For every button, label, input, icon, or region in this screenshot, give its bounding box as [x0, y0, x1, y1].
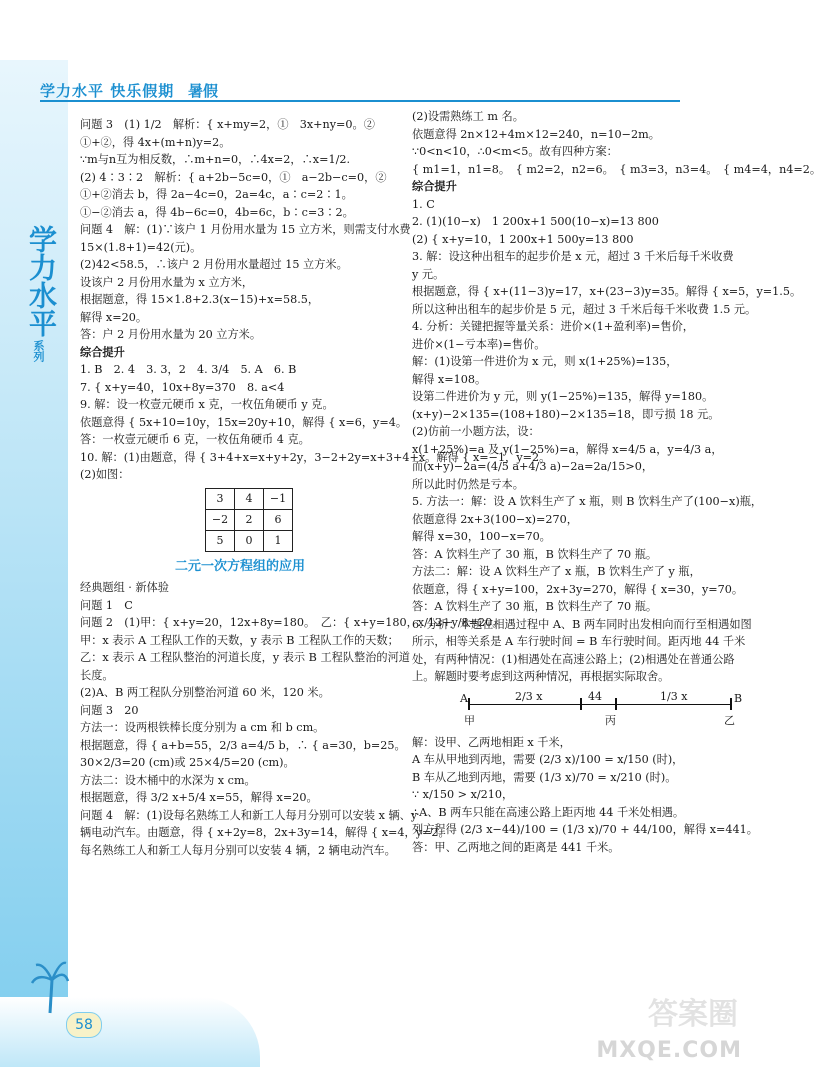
label-seg1: 2/3 x [515, 689, 543, 703]
answer-line: x(1+25%)=a 及 y(1−25%)=a，解得 x=4/5 a，y=4/3 a， [412, 442, 723, 456]
header-divider [40, 100, 680, 102]
answer-line: 方法二：设木桶中的水深为 x cm。 [80, 773, 256, 787]
answer-line: 根据题意，得 15×1.8+2.3(x−15)+x=58.5， [80, 293, 320, 306]
header-title: 学力水平 快乐假期 [40, 82, 175, 100]
section-subheading-right: 综合提升 [412, 180, 457, 193]
grid-cell: 1 [264, 530, 293, 551]
grid-row [206, 530, 293, 551]
answer-line: 解得 x=20。 [80, 310, 148, 324]
tick-1 [580, 698, 582, 710]
answer-line: 9. 解：设一枚壹元硬币 x 克，一枚伍角硬币 y 克。 [80, 398, 334, 411]
answer-line: ①+②，得 4x+(m+n)y=2。 [80, 135, 231, 149]
answer-line: 30×2/3=20 (cm)或 25×4/5=20 (cm)。 [80, 756, 295, 769]
right-answers-3 [412, 734, 758, 857]
answer-line: 10. 解：(1)由题意，得 { 3+4+x=x+y+2y，3−2+2y=x+3+4+x。解得 { x=−1，y=2。 [80, 450, 551, 464]
answer-line: 乙：x 表示 A 工程队整治的河道长度，y 表示 B 工程队整治的河道 [80, 651, 410, 664]
answer-line: (2)设需熟练工 m 名。 [412, 110, 524, 123]
answer-line: 设第二件进价为 y 元，则 y(1−25%)=135，解得 y=180。 [412, 390, 714, 403]
grid-cell: −1 [264, 488, 293, 509]
answer-line: 列方程得 (2/3 x−44)/100 = (1/3 x)/70 + 44/100，解得 x=441。 [412, 823, 758, 836]
answer-line: 答：A 饮料生产了 30 瓶，B 饮料生产了 70 瓶。 [412, 547, 658, 561]
answer-line: 依题意得 2x+3(100−x)=270， [412, 512, 578, 526]
answer-line: 问题 3 (1) 1/2 解析：{ x+my=2，① 3x+ny=0。② [80, 118, 375, 131]
answer-line: 所以此时仍然是亏本。 [412, 477, 524, 491]
grid-cell: 6 [264, 509, 293, 530]
grid-cell: 4 [235, 488, 264, 509]
answer-line: (2) 4∶3∶2 解析：{ a+2b−5c=0，① a−2b−c=0，② [80, 170, 387, 184]
answer-line: 方法一：设两根铁棒长度分别为 a cm 和 b cm。 [80, 721, 325, 734]
answer-line: (2)仿前一小题方法，设： [412, 425, 540, 438]
answer-line: (2)A、B 两工程队分别整治河道 60 米，120 米。 [80, 686, 330, 699]
answer-line: 方法二：解：设 A 饮料生产了 x 瓶，B 饮料生产了 y 瓶， [412, 565, 701, 578]
grid-cell: 2 [235, 509, 264, 530]
answer-line: 6. 分析：本题在相遇过程中 A、B 两车同时出发相向而行至相遇如图 [412, 617, 752, 631]
answer-line: 解得 x=108。 [412, 372, 487, 386]
answer-line: A 车从甲地到丙地，需要 (2/3 x)/100 = x/150 (时)， [412, 753, 684, 766]
answer-line: (2)42<58.5，∴该户 2 月份用水量超过 15 立方米。 [80, 258, 348, 271]
answer-line: 答：甲、乙两地之间的距离是 441 千米。 [412, 840, 620, 854]
answer-line: 解得 x=30，100−x=70。 [412, 530, 551, 543]
grid-row [206, 509, 293, 530]
answer-line: y 元。 [412, 267, 445, 281]
answer-line: ∵ x/150 > x/210， [412, 788, 514, 801]
answer-line: 1. C [412, 197, 435, 211]
answer-line: 答：一枚壹元硬币 6 克，一枚伍角硬币 4 克。 [80, 433, 310, 446]
header-season: 暑假 [188, 82, 219, 100]
watermark-url: MXQE.COM [596, 1038, 742, 1063]
answer-line: (2) { x+y=10，1 200x+1 500y=13 800 [412, 232, 634, 246]
answer-line: 问题 4 解：(1)∵该户 1 月份用水量为 15 立方米，则需支付水费 [80, 223, 411, 236]
answer-line: 所以这种出租车的起步价是 5 元，超过 3 千米后每千米收费 1.5 元。 [412, 302, 757, 316]
answer-line: 1. B 2. 4 3. 3，2 4. 3/4 5. A 6. B [80, 363, 297, 376]
grid-cell: 0 [235, 530, 264, 551]
answer-line: 解：设甲、乙两地相距 x 千米， [412, 735, 571, 749]
label-yi: 乙 [724, 713, 735, 727]
answer-line: 设该户 2 月份用水量为 x 立方米， [80, 275, 254, 289]
magic-square-grid [205, 488, 293, 552]
answer-line: { m1=1，n1=8。 { m2=2，n2=6。 { m3=3，n3=4。 { m4=4，n4=2。 [412, 162, 821, 176]
label-b: B [734, 691, 743, 705]
answer-line: 甲：x 表示 A 工程队工作的天数，y 表示 B 工程队工作的天数； [80, 633, 399, 647]
answer-line: B 车从乙地到丙地，需要 (1/3 x)/70 = x/210 (时)。 [412, 770, 677, 784]
answer-line: 7. { x+y=40，10x+8y=370 8. a<4 [80, 380, 285, 394]
answer-line: ①−②消去 a，得 4b−6c=0，4b=6c，b∶c=3∶2。 [80, 205, 354, 219]
right-answers [412, 108, 821, 178]
answer-line: 4. 分析：关键把握等量关系：进价×(1+盈利率)=售价， [412, 320, 694, 333]
answer-line: (x+y)−2×135=(108+180)−2×135=18，即亏损 18 元。 [412, 407, 720, 421]
answer-line: 答：A 饮料生产了 30 瓶，B 饮料生产了 70 瓶。 [412, 600, 658, 613]
palm-tree-icon [30, 955, 70, 1015]
answer-line: 问题 3 20 [80, 703, 139, 717]
series-logo: 学力水平 [25, 225, 58, 337]
answer-line: ①+②消去 b，得 2a−4c=0，2a=4c，a∶c=2∶1。 [80, 188, 353, 201]
label-seg3: 1/3 x [660, 689, 688, 703]
answer-line: ∵m与n互为相反数，∴m+n=0，∴4x=2，∴x=1/2. [80, 153, 351, 166]
answer-line: 问题 1 C [80, 598, 133, 612]
watermark-logo: 答案圈 [648, 997, 738, 1032]
answer-line: 问题 2 (1)甲：{ x+y=20，12x+8y=180。 乙：{ x+y=180，x/12+y/8=20。 [80, 616, 504, 629]
grid-cell: 3 [206, 488, 235, 509]
answer-line: 3. 解：设这种出租车的起步价是 x 元，超过 3 千米后每千米收费 [412, 250, 734, 263]
answer-line: 答：户 2 月份用水量为 20 立方米。 [80, 328, 262, 341]
answer-line: 依题意得 2n×12+4m×12=240，n=10−2m。 [412, 127, 660, 141]
tick-2 [615, 698, 617, 710]
right-column [412, 108, 821, 856]
answer-line: 根据题意，得 { a+b=55，2/3 a=4/5 b，∴ { a=30，b=25。 [80, 738, 406, 752]
answer-line: 进价×(1−亏本率)=售价。 [412, 337, 546, 351]
label-bing: 丙 [605, 713, 616, 727]
grid-cell: 5 [206, 530, 235, 551]
answer-line: 根据题意，得 { x+(11−3)y=17，x+(23−3)y=35。解得 { x=5，y=1.5。 [412, 285, 802, 298]
answer-line: 问题 4 解：(1)设每名熟练工人和新工人每月分别可以安装 x 辆、y [80, 808, 418, 822]
section-title: 二元一次方程组的应用 [174, 558, 305, 574]
answer-line: ∴A、B 两车只能在高速公路上距丙地 44 千米处相遇。 [412, 805, 685, 819]
label-seg2: 44 [588, 689, 602, 703]
tick-b [730, 698, 732, 710]
section-subheading: 综合提升 [80, 345, 125, 359]
answer-line: 解：(1)设第一件进价为 x 元，则 x(1+25%)=135， [412, 355, 678, 368]
distance-diagram [460, 689, 743, 730]
answer-line: 经典题组 · 新体验 [80, 581, 169, 594]
answer-line: 15×(1.8+1)=42(元)。 [80, 240, 202, 254]
answer-line: 每名熟练工人和新工人每月分别可以安装 4 辆，2 辆电动汽车。 [80, 843, 396, 857]
answer-line: 所示，相等关系是 A 车行驶时间 = B 车行驶时间。距丙地 44 千米 [412, 635, 746, 648]
left-answers [80, 116, 411, 344]
answer-line: 根据题意，得 3/2 x+5/4 x=55，解得 x=20。 [80, 791, 318, 804]
series-tag: 系列 [32, 340, 45, 362]
answer-line: (2)如图： [80, 468, 130, 481]
label-a: A [460, 691, 468, 705]
answer-line: 5. 方法一：解：设 A 饮料生产了 x 瓶，则 B 饮料生产了(100−x)瓶， [412, 495, 763, 508]
grid-cell: −2 [206, 509, 235, 530]
page-number: 58 [66, 1012, 102, 1038]
answer-line: ∵0<n<10，∴0<m<5。故有四种方案： [412, 145, 618, 158]
tick-a [468, 698, 470, 710]
answer-line: 长度。 [80, 668, 114, 682]
right-answers-2 [412, 196, 802, 686]
answer-line: 依题意得 { 5x+10=10y，15x=20y+10，解得 { x=6，y=4。 [80, 415, 408, 429]
answer-line: 处，有两种情况：(1)相遇处在高速公路上；(2)相遇处在普通公路 [412, 652, 735, 666]
answer-line: 而(x+y)−2a=(4/5 a+4/3 a)−2a=2a/15>0， [412, 460, 654, 473]
answer-line: 上。解题时要考虑到这两种情况，再根据实际取舍。 [412, 670, 670, 683]
answer-line: 辆电动汽车。由题意，得 { x+2y=8，2x+3y=14，解得 { x=4，y=2。 [80, 826, 450, 839]
answer-line: 2. (1)(10−x) 1 200x+1 500(10−x)=13 800 [412, 215, 659, 228]
sidebar-decoration [0, 60, 68, 1050]
grid-row [206, 488, 293, 509]
label-jia: 甲 [464, 713, 475, 727]
answer-line: 依题意，得 { x+y=100，2x+3y=270，解得 { x=30，y=70。 [412, 582, 744, 596]
